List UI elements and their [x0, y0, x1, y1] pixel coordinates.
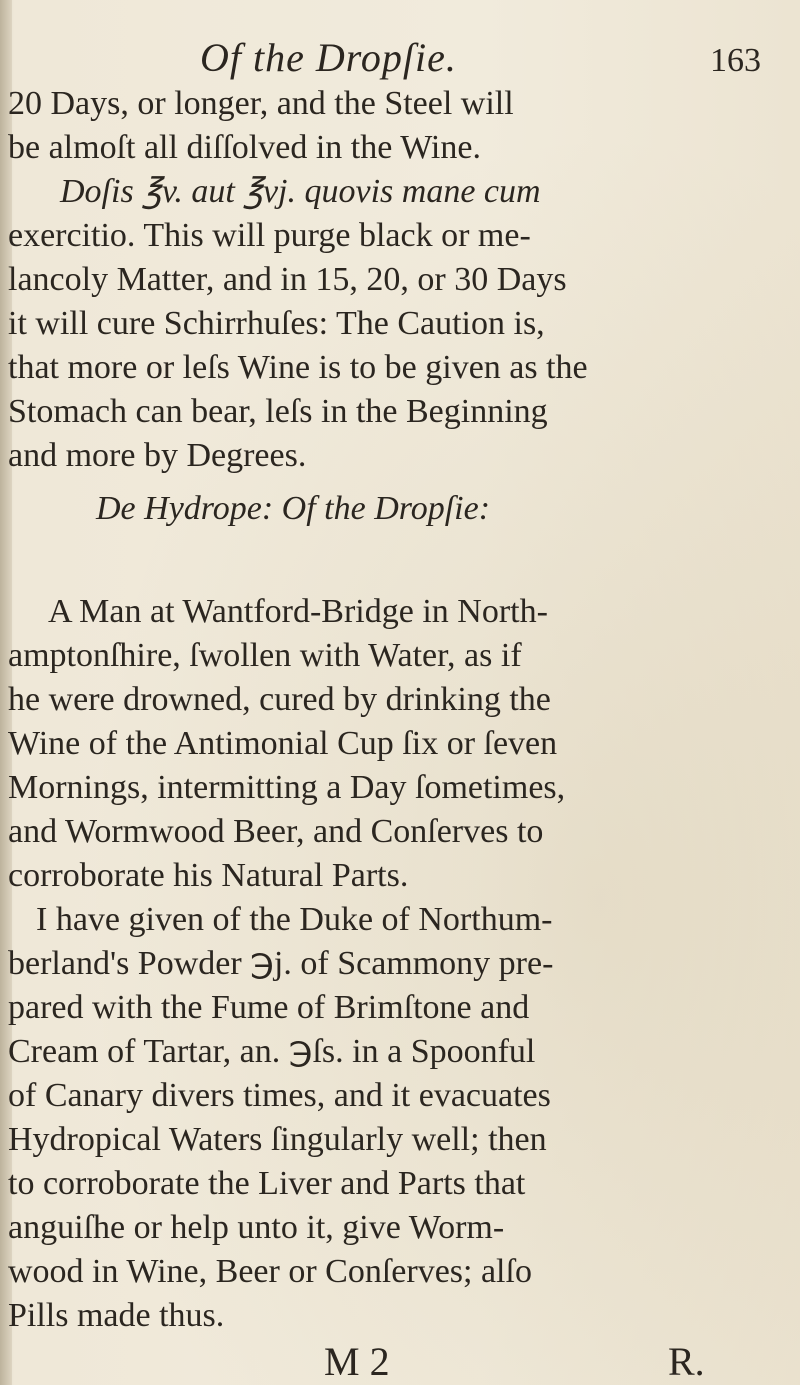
text-line: amptonſhire, ſwollen with Water, as if: [8, 637, 522, 674]
text-line: berland's Powder ℈j. of Scammony pre-: [8, 945, 554, 982]
text-line: Pills made thus.: [8, 1297, 225, 1334]
text-line: it will cure Schirrhuſes: The Caution is,: [8, 305, 545, 342]
text-line: Stomach can bear, leſs in the Beginning: [8, 393, 548, 430]
text-line: and Wormwood Beer, and Conſerves to: [8, 813, 544, 850]
text-line: A Man at Wantford-Bridge in North-: [48, 593, 548, 630]
text-line: Wine of the Antimonial Cup ſix or ſeven: [8, 725, 558, 762]
text-line: exercitio. This will purge black or me-: [8, 217, 531, 254]
text-line: he were drowned, cured by drinking the: [8, 681, 551, 718]
text-line: 20 Days, or longer, and the Steel will: [8, 85, 514, 122]
text-line: of Canary divers times, and it evacuates: [8, 1077, 551, 1114]
signature-mark: M 2: [324, 1339, 390, 1384]
text-line: Mornings, intermitting a Day ſometimes,: [8, 769, 566, 806]
section-heading: De Hydrope: Of the Dropſie:: [96, 490, 491, 527]
text-line: and more by Degrees.: [8, 437, 307, 474]
text-line: wood in Wine, Beer or Conſerves; alſo: [8, 1253, 532, 1290]
text-line: that more or leſs Wine is to be given as the: [8, 349, 588, 386]
text-line: anguiſhe or help unto it, give Worm-: [8, 1209, 505, 1246]
page-number: 163: [710, 42, 761, 79]
text-line: Cream of Tartar, an. ℈ſs. in a Spoonful: [8, 1033, 536, 1070]
text-line: to corroborate the Liver and Parts that: [8, 1165, 526, 1202]
text-line: lancoly Matter, and in 15, 20, or 30 Days: [8, 261, 567, 298]
text-line: Hydropical Waters ſingularly well; then: [8, 1121, 547, 1158]
text-line: Doſis ℥v. aut ℥vj. quovis mane cum: [60, 173, 541, 210]
text-line: corroborate his Natural Parts.: [8, 857, 409, 894]
text-line: I have given of the Duke of Northum-: [36, 901, 553, 938]
running-title: Of the Dropſie.: [200, 35, 457, 80]
catchword: R.: [668, 1339, 705, 1384]
text-line: pared with the Fume of Brimſtone and: [8, 989, 530, 1026]
text-line: be almoſt all diſſolved in the Wine.: [8, 129, 481, 166]
